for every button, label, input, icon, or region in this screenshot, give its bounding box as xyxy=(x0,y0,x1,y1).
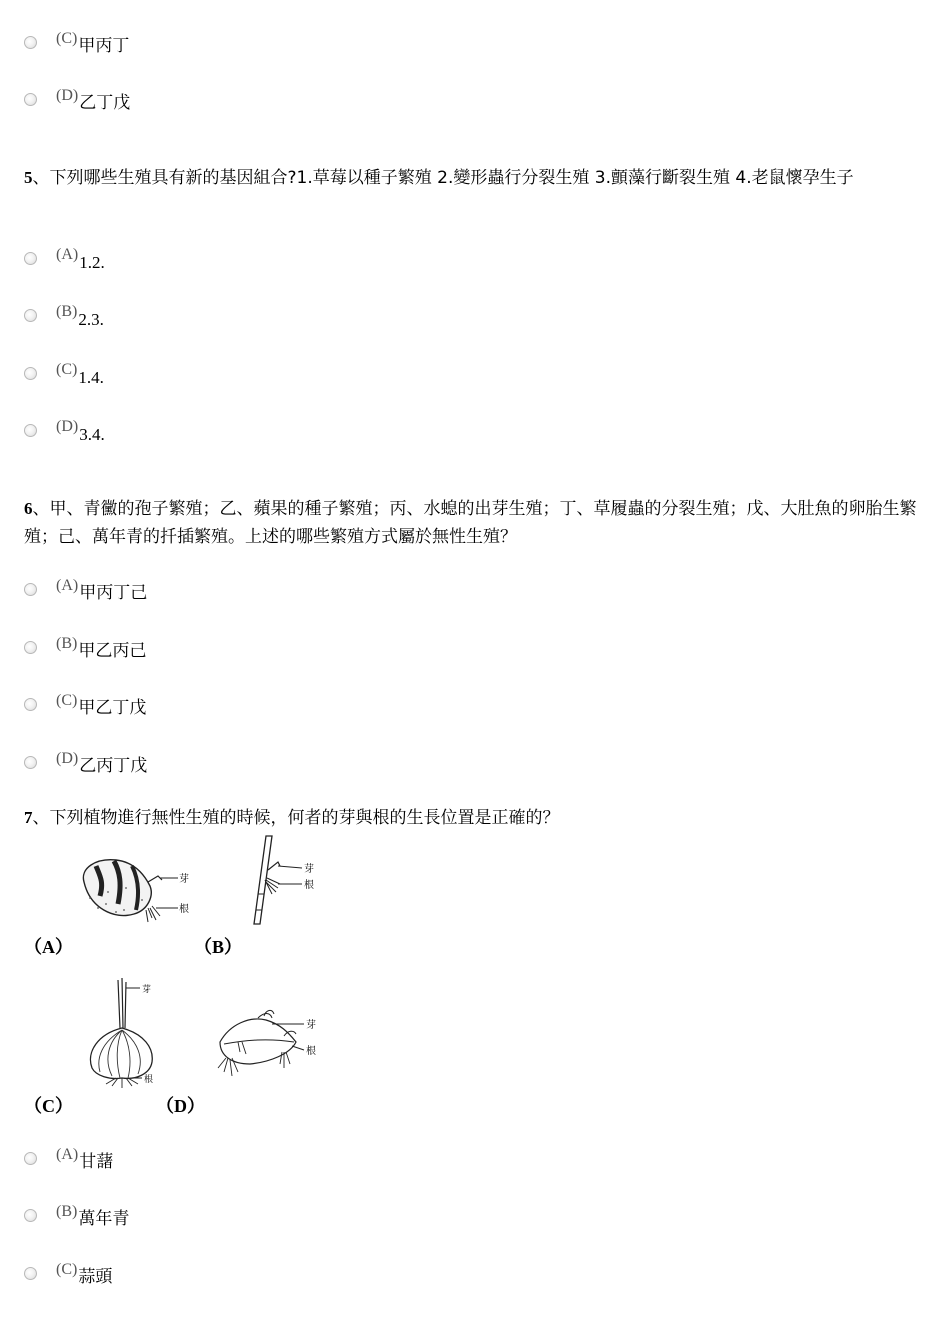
option-letter: (A) xyxy=(56,246,79,263)
option-letter: (D) xyxy=(56,87,79,104)
question-number: 7 xyxy=(24,808,33,827)
radio-button[interactable] xyxy=(24,1209,37,1222)
figure-label-c: （C） xyxy=(24,1096,73,1116)
option-letter: (A) xyxy=(56,1146,79,1163)
figure-b-cutting xyxy=(232,830,332,930)
radio-button[interactable] xyxy=(24,36,37,49)
option-text: 1.2. xyxy=(79,253,105,272)
figure-d-leaf xyxy=(210,1002,330,1090)
option-letter: (C) xyxy=(56,692,78,709)
option-q6-c[interactable] xyxy=(24,692,146,716)
option-text: 1.4. xyxy=(78,368,104,387)
option-q7-a[interactable] xyxy=(24,1146,113,1170)
option-q4-c[interactable] xyxy=(24,30,129,54)
radio-button[interactable] xyxy=(24,367,37,380)
question-number: 6 xyxy=(24,499,33,518)
option-text: 3.4. xyxy=(79,425,105,444)
option-text: 蒜頭 xyxy=(78,1267,113,1287)
option-q6-b[interactable] xyxy=(24,635,146,659)
option-letter: (C) xyxy=(56,361,78,378)
option-letter: (B) xyxy=(56,1203,78,1220)
question-6 xyxy=(24,495,924,551)
question-text: 、下列植物進行無性生殖的時候，何者的芽與根的生長位置是正確的？ xyxy=(32,808,560,828)
question-7 xyxy=(24,804,924,832)
figure-a-sweet-potato xyxy=(78,852,198,932)
question-text: 、下列哪些生殖具有新的基因組合?1.草莓以種子繁殖 2.變形蟲行分裂生殖 3.顫藻行斷裂生殖 4.老鼠懷孕生子 xyxy=(32,168,854,188)
option-letter: (C) xyxy=(56,1261,78,1278)
option-letter: (B) xyxy=(56,635,78,652)
option-q5-b[interactable] xyxy=(24,303,104,327)
option-text: 萬年青 xyxy=(78,1209,130,1229)
question-text: 、甲、青黴的孢子繁殖；乙、蘋果的種子繁殖；丙、水螅的出芽生殖；丁、草履蟲的分裂生殖；戊、大肚魚的卵胎生繁殖；己、萬年青的扦插繁殖。上述的哪些繁殖方式屬於無性生殖？ xyxy=(24,499,917,547)
callout-root: 根 xyxy=(304,880,314,891)
option-text: 甲乙丙己 xyxy=(78,641,147,661)
radio-button[interactable] xyxy=(24,698,37,711)
option-q5-a[interactable] xyxy=(24,246,105,270)
option-q7-c[interactable] xyxy=(24,1261,112,1285)
option-text: 乙丙丁戊 xyxy=(79,756,148,776)
callout-root: 根 xyxy=(179,904,189,915)
option-q5-d[interactable] xyxy=(24,418,105,442)
callout-bud: 芽 xyxy=(142,985,152,995)
option-q6-d[interactable] xyxy=(24,750,147,774)
figure-label-a: （A） xyxy=(24,937,73,957)
option-q6-a[interactable] xyxy=(24,577,147,601)
radio-button[interactable] xyxy=(24,424,37,437)
option-text: 甘藷 xyxy=(79,1152,114,1172)
option-letter: (C) xyxy=(56,30,78,47)
radio-button[interactable] xyxy=(24,1267,37,1280)
figure-label-d: （D） xyxy=(156,1096,205,1116)
option-text: 甲丙丁己 xyxy=(79,583,148,603)
option-text: 乙丁戊 xyxy=(79,93,131,113)
option-text: 2.3. xyxy=(78,310,104,329)
callout-bud: 芽 xyxy=(179,874,189,885)
radio-button[interactable] xyxy=(24,756,37,769)
option-letter: (B) xyxy=(56,303,78,320)
question-number: 5 xyxy=(24,168,33,187)
figure-label-b: （B） xyxy=(194,937,243,957)
question-5 xyxy=(24,164,924,192)
option-letter: (D) xyxy=(56,418,79,435)
radio-button[interactable] xyxy=(24,583,37,596)
option-q7-b[interactable] xyxy=(24,1203,129,1227)
radio-button[interactable] xyxy=(24,309,37,322)
callout-bud: 芽 xyxy=(304,864,314,875)
radio-button[interactable] xyxy=(24,93,37,106)
option-text: 甲乙丁戊 xyxy=(78,698,147,718)
option-q5-c[interactable] xyxy=(24,361,104,385)
figure-c-bulb xyxy=(78,972,168,1088)
option-letter: (D) xyxy=(56,750,79,767)
callout-bud: 芽 xyxy=(306,1020,316,1031)
option-text: 甲丙丁 xyxy=(78,36,130,56)
radio-button[interactable] xyxy=(24,1152,37,1165)
radio-button[interactable] xyxy=(24,641,37,654)
callout-root: 根 xyxy=(306,1046,316,1057)
callout-root: 根 xyxy=(144,1075,154,1085)
option-q4-d[interactable] xyxy=(24,87,130,111)
option-letter: (A) xyxy=(56,577,79,594)
radio-button[interactable] xyxy=(24,252,37,265)
